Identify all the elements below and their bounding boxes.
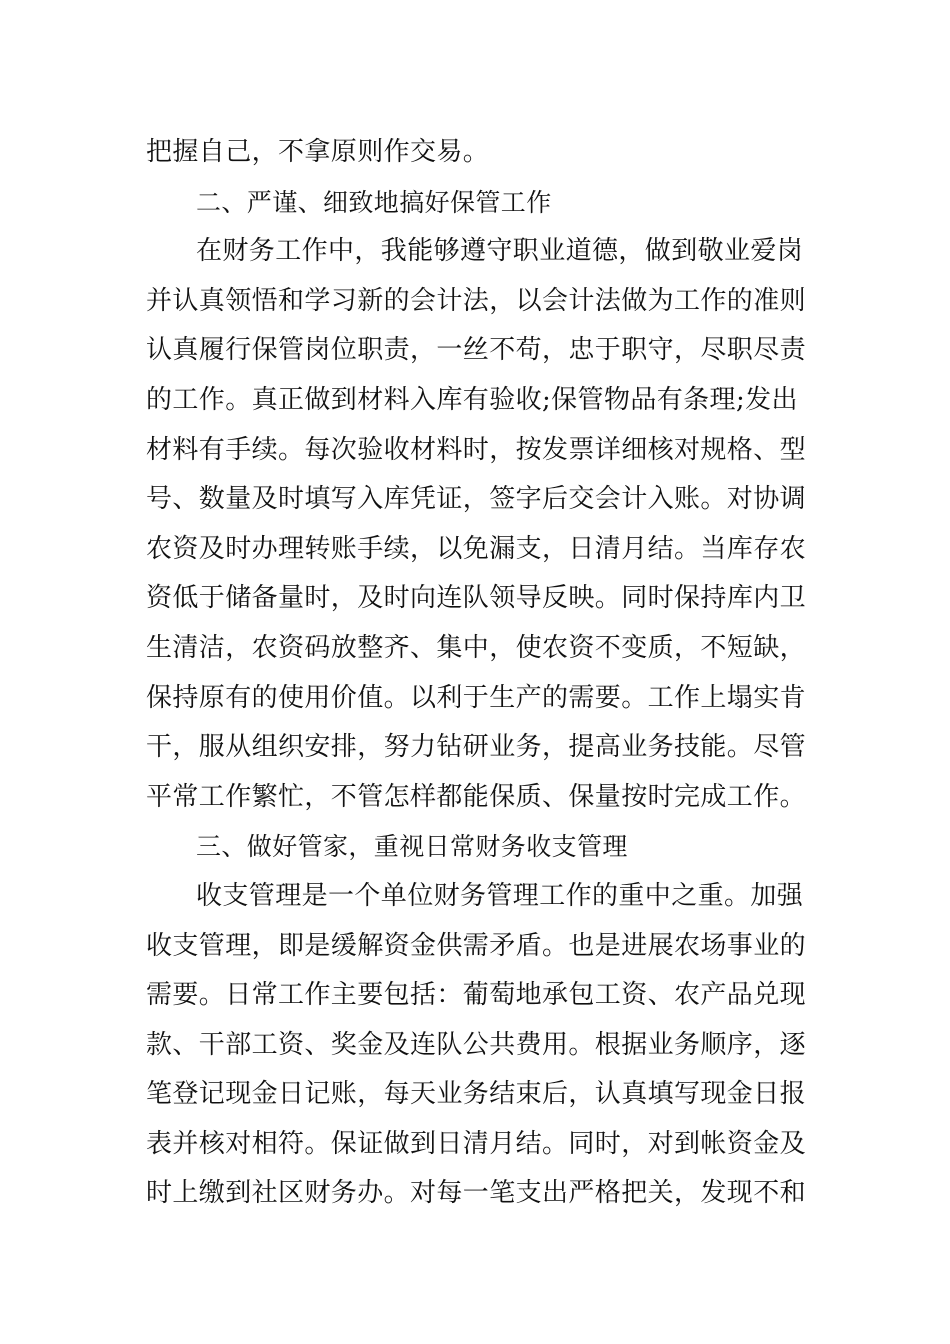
text-line: 的工作。真正做到材料入库有验收;保管物品有条理;发出 bbox=[146, 384, 798, 415]
text-line: 时上缴到社区财务办。对每一笔支出严格把关，发现不和 bbox=[146, 1178, 807, 1209]
text-line: 农资及时办理转账手续，以免漏支，日清月结。当库存农 bbox=[146, 533, 807, 564]
paragraph-first-line: 收支管理是一个单位财务管理工作的重中之重。加强 bbox=[196, 880, 804, 911]
text-line: 保持原有的使用价值。以利于生产的需要。工作上塌实肯 bbox=[146, 682, 807, 713]
text-line: 认真履行保管岗位职责，一丝不苟，忠于职守，尽职尽责 bbox=[146, 335, 807, 366]
section-heading-3: 三、做好管家，重视日常财务收支管理 bbox=[196, 832, 628, 862]
text-line: 材料有手续。每次验收材料时，按发票详细核对规格、型 bbox=[146, 434, 807, 465]
text-line: 需要。日常工作主要包括：葡萄地承包工资、农产品兑现 bbox=[146, 980, 807, 1011]
text-line: 收支管理，即是缓解资金供需矛盾。也是进展农场事业的 bbox=[146, 930, 807, 961]
text-line: 笔登记现金日记账，每天业务结束后，认真填写现金日报 bbox=[146, 1079, 807, 1110]
text-line: 把握自己，不拿原则作交易。 bbox=[146, 137, 490, 167]
paragraph-first-line: 在财务工作中，我能够遵守职业道德，做到敬业爱岗 bbox=[196, 236, 804, 267]
text-line: 并认真领悟和学习新的会计法，以会计法做为工作的准则 bbox=[146, 285, 807, 316]
section-heading-2: 二、严谨、细致地搞好保管工作 bbox=[196, 187, 552, 217]
text-line: 平常工作繁忙，不管怎样都能保质、保量按时完成工作。 bbox=[146, 781, 807, 812]
text-line: 干，服从组织安排，努力钻研业务，提高业务技能。尽管 bbox=[146, 732, 807, 763]
text-line: 生清洁，农资码放整齐、集中，使农资不变质，不短缺， bbox=[146, 632, 807, 663]
text-line: 款、干部工资、奖金及连队公共费用。根据业务顺序，逐 bbox=[146, 1029, 807, 1060]
text-line: 号、数量及时填写入库凭证，签字后交会计入账。对协调 bbox=[146, 484, 807, 515]
text-line: 表并核对相符。保证做到日清月结。同时，对到帐资金及 bbox=[146, 1128, 807, 1159]
document-body bbox=[146, 128, 826, 1219]
text-line: 资低于储备量时，及时向连队领导反映。同时保持库内卫 bbox=[146, 583, 807, 614]
